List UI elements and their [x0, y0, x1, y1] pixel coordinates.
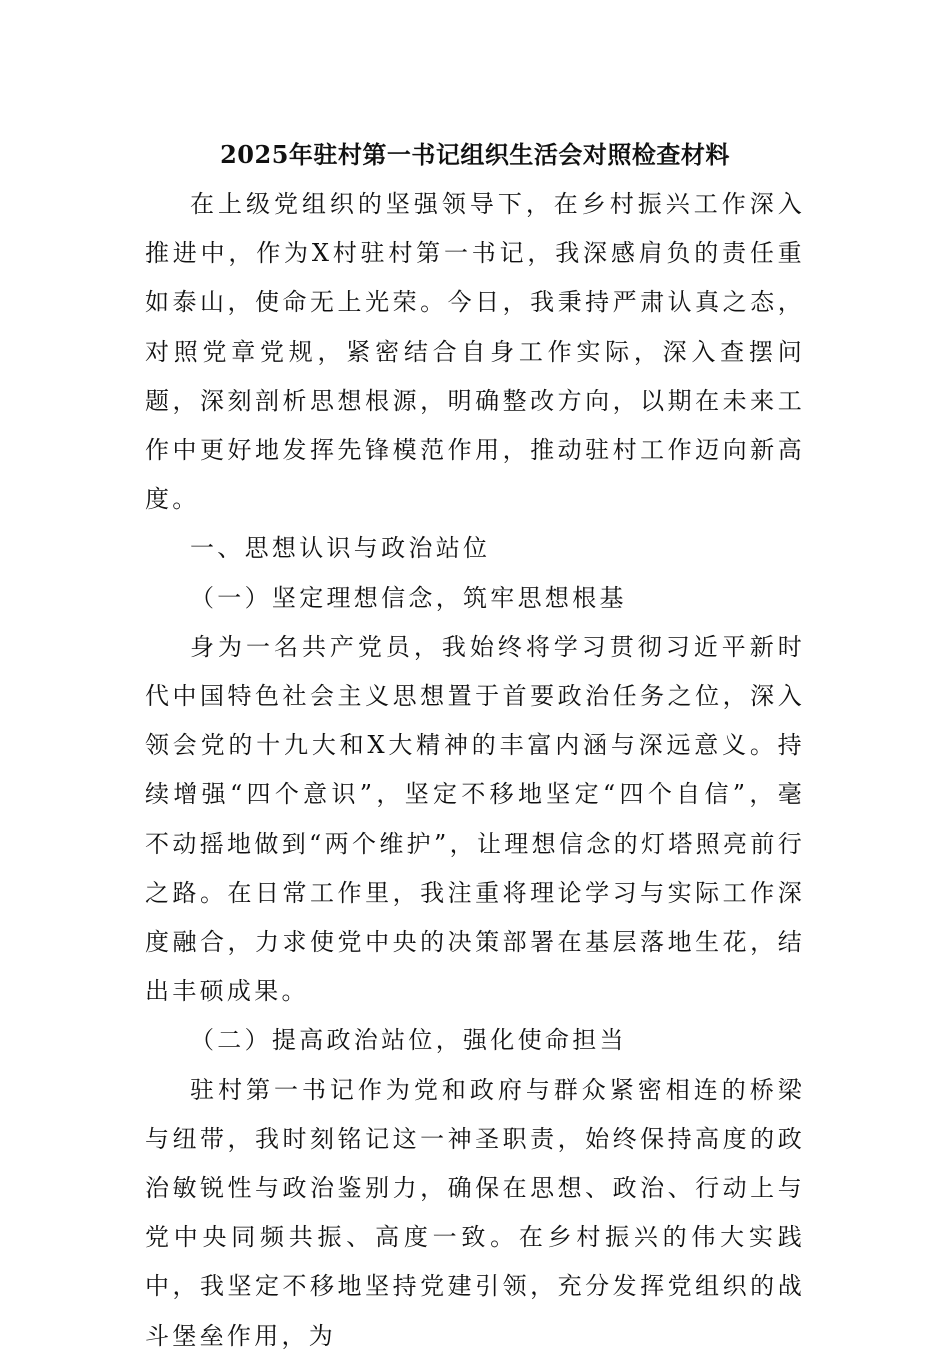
section-heading-1: 一、思想认识与政治站位	[190, 534, 491, 563]
document-title: 2025年驻村第一书记组织生活会对照检查材料	[220, 140, 730, 169]
document-body	[145, 180, 805, 1361]
subsection-1-paragraph: 身为一名共产党员，我始终将学习贯彻习近平新时代中国特色社会主义思想置于首要政治任务之位，深入领会党的十九大和X大精神的丰富内涵与深远意义。持续增强“四个意识”，坚定不移地坚定“四个自信”，毫不动摇地做到“两个维护”，让理想信念的灯塔照亮前行之路。在日常工作里，我注重将理论学习与实际工作深度融合，力求使党中央的决策部署在基层落地生花，结出丰硕成果。	[145, 632, 805, 1006]
subsection-heading-2: （二）提高政治站位，强化使命担当	[190, 1026, 627, 1055]
subsection-heading-1: （一）坚定理想信念，筑牢思想根基	[190, 583, 627, 612]
intro-paragraph: 在上级党组织的坚强领导下，在乡村振兴工作深入推进中，作为X村驻村第一书记，我深感肩负的责任重如泰山，使命无上光荣。今日，我秉持严肃认真之态，对照党章党规，紧密结合自身工作实际，深入查摆问题，深刻剖析思想根源，明确整改方向，以期在未来工作中更好地发挥先锋模范作用，推动驻村工作迈向新高度。	[145, 190, 805, 514]
subsection-2-paragraph: 驻村第一书记作为党和政府与群众紧密相连的桥梁与纽带，我时刻铭记这一神圣职责，始终保持高度的政治敏锐性与政治鉴别力，确保在思想、政治、行动上与党中央同频共振、高度一致。在乡村振兴的伟大实践中，我坚定不移地坚持党建引领，充分发挥党组织的战斗堡垒作用，为	[145, 1075, 805, 1350]
